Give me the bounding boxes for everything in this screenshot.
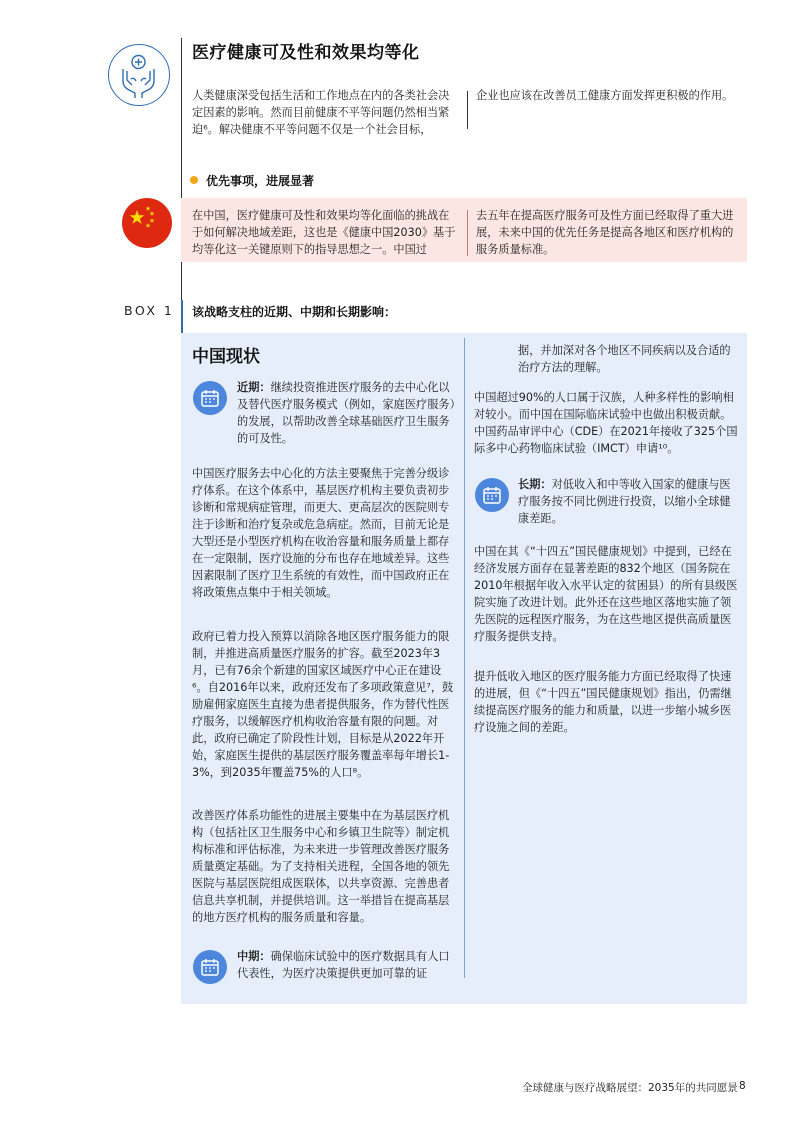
box-paragraph-4: 中国超过90%的人口属于汉族，人种多样性的影响相对较小。而中国在国际临床试验中也做出积极贡献。中国药品审评中心（CDE）在2021年接收了325个国际多中心药物临床试验（IMCT）申请¹⁰。 [474,391,738,455]
priority-label: 优先事项，进展显著 [206,174,315,188]
china-panel-right-text: 去五年在提高医疗服务可及性方面已经取得了重大进展，未来中国的优先任务是提高各地区和医疗机构的服务质量标准。 [476,209,734,256]
mid-term-continuation: 据，并加深对各个地区不同疾病以及合适的治疗方法的理解。 [518,344,731,374]
box-heading: 该战略支柱的近期、中期和长期影响： [192,305,397,319]
intro-right-text: 企业也应该在改善员工健康方面发挥更积极的作用。 [476,89,734,102]
near-term-text [237,379,457,447]
china-panel-divider [467,210,468,256]
intro-divider [467,91,468,129]
mid-term-text [237,948,457,982]
box-paragraph-6: 提升低收入地区的医疗服务能力方面已经取得了快速的进展，但《“十四五”国民健康规划》指出，仍需继续提高医疗服务的能力和质量，以进一步缩小城乡医疗设施之间的差距。 [474,670,732,734]
box-paragraph-3: 改善医疗体系功能性的进展主要集中在为基层医疗机构（包括社区卫生服务中心和乡镇卫生院等）制定机构标准和评估标准，为未来进一步管理改善医疗服务质量奠定基础。为了支持相关进程，全国各地的领先医院与基层医院组成医联体，以共享资源、完善患者信息共享机制，并提供培训。这一举措旨在提高基层的地方医疗机构的服务质量和容量。 [192,809,450,924]
calendar-icon [193,950,227,984]
healthcare-hands-icon [108,44,170,106]
mid-term-label: 中期： [237,950,271,963]
china-panel-left-text: 在中国，医疗健康可及性和效果均等化面临的挑战在于如何解决地域差距，这也是《健康中国2030》基于均等化这一关键原则下的指导思想之一。中国过 [192,209,456,256]
near-term-label: 近期： [237,381,271,394]
long-term-label: 长期： [518,478,552,491]
near-term-body: 继续投资推进医疗服务的去中心化以及替代医疗服务模式（例如，家庭医疗服务）的发展，以帮助改善全球基础医疗卫生服务的可及性。 [237,381,456,445]
box-label: BOX 1 [124,303,175,318]
long-term-text [518,476,740,527]
intro-left-text: 人类健康深受包括生活和工作地点在内的各类社会决定因素的影响。然而目前健康不平等问题仍然相当紧迫⁶。解决健康不平等问题不仅是一个社会目标， [192,89,450,136]
box-paragraph-2: 政府已着力投入预算以消除各地区医疗服务能力的限制，并推进高质量医疗服务的扩容。截至2023年3月，已有76余个新建的国家区域医疗中心正在建设⁶。自2016年以来，政府还发布了多项政策意见⁷，鼓励雇佣家庭医生直接为患者提供服务，作为替代性医疗服务，以缓解医疗机构收治容量有限的问题。对此，政府已确定了阶段性计划，目标是从2022年开始，家庭医生提供的基层医疗服务覆盖率每年增长1-3%，到2035年覆盖75%的人口⁸。 [192,630,454,779]
priority-heading [190,172,314,189]
calendar-icon [475,478,509,512]
mid-term-body: 确保临床试验中的医疗数据具有人口代表性，为医疗决策提供更加可靠的证 [237,950,450,980]
bullet-dot-icon [190,176,198,184]
box-column-divider [464,338,465,978]
china-flag-icon [122,198,172,248]
footer-text: 全球健康与医疗战略展望：2035年的共同愿景 [522,1082,738,1094]
box-paragraph-5: 中国在其《“十四五”国民健康规划》中提到，已经在经济发展方面存在显著差距的832个地区（国务院在2010年根据年收入水平认定的贫困县）的所有县级医院实施了改进计划。此外还在这些地区落地实施了领先医院的远程医疗服务，为在这些地区提供高质量医疗服务提供支持。 [474,545,738,643]
long-term-body: 对低收入和中等收入国家的健康与医疗服务按不同比例进行投资，以缩小全球健康差距。 [518,478,731,525]
box-title: 中国现状 [192,347,260,367]
box-paragraph-1: 中国医疗服务去中心化的方法主要聚焦于完善分级诊疗体系。在这个体系中，基层医疗机构主要负责初步诊断和常规病症管理，而更大、更高层次的医院则专注于诊断和治疗复杂或危急病症。然而，目前无论是大型还是小型医疗机构在收治容量和服务质量上都存在一定限制，医疗设施的分布也存在地域差异。这些因素限制了医疗卫生系统的有效性，而中国政府正在将政策焦点集中于相关领域。 [192,467,450,599]
section-title: 医疗健康可及性和效果均等化 [192,43,420,63]
calendar-icon [193,381,227,415]
page-number: 8 [739,1080,746,1092]
